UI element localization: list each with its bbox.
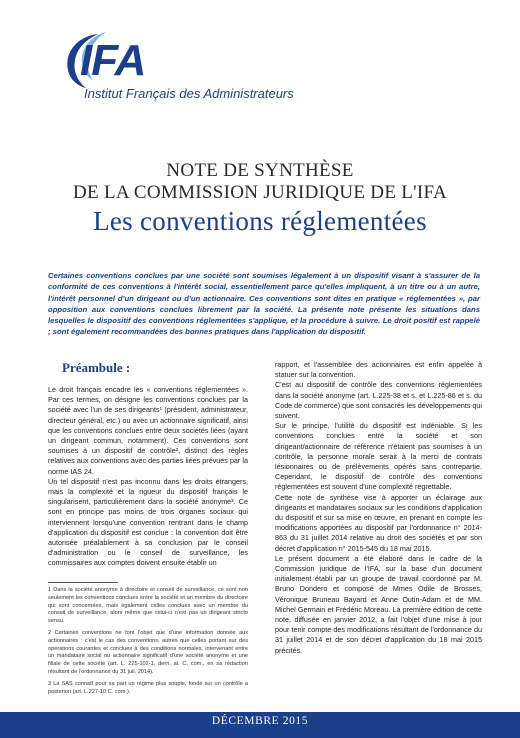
body-paragraph: Cette note de synthèse vise à apporter un éclairage aux dirigeants et mandataires sociaux sur les conditions d'application du dispositif et sur sa mise en œuvre, en prenant en compte les modifications apportées au dispositif par l'ordonnance n° 2014-863 du 31 juillet 2014 relative au droit des sociétés et par son décret d'application n° 2015-545 du 18 mai 2015. bbox=[275, 492, 482, 553]
title-line-2: DE LA COMMISSION JURIDIQUE DE L'IFA bbox=[72, 182, 448, 203]
preamble-paragraph: Le droit français encadre les « conventions réglementées ». Par ces termes, on désigne les conventions conclues par la société avec l'un de ses dirigeants¹ (président, administrateur, directeur général, etc.) ou avec un actionnaire significatif, ainsi que les conventions conclues entre deux sociétés liées (ayant un dirigeant commun, notamment). Ces conventions sont soumises à un dispositif de contrôle², distinct des règles relatives aux conventions avec des parties liées prévues par la norme IAS 24. bbox=[48, 385, 248, 476]
body-paragraph: C'est au dispositif de contrôle des conventions réglementées dans la société anonyme (art. L.225-38 et s. et L.225-86 et s. du Code de commerce) que sont consacrés les développements qui suivent. bbox=[275, 380, 482, 421]
footnote: 3 La SAS connaît pour sa part un régime plus souple, fondé sur un contrôle a posteriori (art. L.227-10 C. com.). bbox=[48, 680, 248, 695]
title-line-1: NOTE DE SYNTHÈSE bbox=[166, 160, 354, 181]
organization-name: Institut Français des Administrateurs bbox=[84, 86, 294, 101]
left-column bbox=[48, 385, 248, 569]
preamble-heading: Préambule : bbox=[62, 360, 131, 375]
ifa-logo bbox=[60, 30, 294, 105]
footer-date: DÉCEMBRE 2015 bbox=[211, 715, 309, 727]
footnote: 1 Dans la société anonyme à directoire et conseil de surveillance, ce sont non seulement les conventions conclues entre la société et un membre du directoire qui sont concernées, mais également celles conclues avec un membre du conseil de surveillance, alors même que celui-ci n'est pas un dirigeant stricto sensu. bbox=[48, 587, 248, 625]
body-paragraph: Sur le principe, l'utilité du dispositif est indéniable. Si les conventions conclues entre la société et son dirigeant/actionnaire de référence n'étaient pas soumises à un contrôle, la personne morale serait à la merci de contrats lésionnaires ou de prélèvements opérés sans contrepartie. Cependant, le dispositif de contrôle des conventions réglementées est souvent d'une complexité regrettable. bbox=[275, 421, 482, 492]
body-paragraph: rapport, et l'assemblée des actionnaires est enfin appelée à statuer sur la convention. bbox=[275, 360, 482, 380]
logo-wordmark: IFA bbox=[80, 36, 146, 85]
intro-abstract: Certaines conventions conclues par une société sont soumises légalement à un dispositif visant à s'assurer de la conformité de ces conventions à l'intérêt social, essentiellement parce qu'elles impliquent, à un titre ou à un autre, l'intérêt personnel d'un dirigeant ou d'un actionnaire. Ces conventions sont dites en pratique « réglementées », par opposition aux conventions conclues librement par la société. La présente note présente les situations dans lesquelles le dispositif des conventions réglementées s'applique, et la procédure à suivre. Le droit positif est rappelé ; sont également recommandées des bonnes pratiques dans l'application du dispositif. bbox=[48, 271, 480, 337]
footnote-divider bbox=[48, 582, 118, 583]
title-block bbox=[0, 160, 520, 237]
right-column bbox=[275, 360, 482, 656]
preamble-paragraph: Un tel dispositif n'est pas inconnu dans les droits étrangers, mais la complexité et la rigueur du dispositif français le singularisent, particulièrement dans la société anonyme³. Ce sont en principe pas moins de trois organes sociaux qui interviennent lorsqu'une convention rentrant dans le champ d'application du dispositif est conclue : la convention doit être autorisée préalablement à sa conclusion par le conseil d'administration ou le conseil de surveillance, les commissaires aux comptes doivent ensuite établir un bbox=[48, 476, 248, 568]
footnotes bbox=[48, 587, 248, 700]
footnote: 2 Certaines conventions ne font l'objet que d'une information donnée aux actionnaires : c'est le cas des conventions, autres que celles portant sur des opérations courantes et conclues à des conditions normales, intervenant entre un mandataire social ou actionnaire significatif d'une société anonyme et une filiale de cette société (art. L. 225-102-1, dern. al. C. com., en sa rédaction résultant de l'ordonnance du 31 juil. 2014). bbox=[48, 629, 248, 675]
body-paragraph: Le présent document a été élaboré dans le cadre de la Commission juridique de l'IFA, sur la base d'un document initialement établi par un groupe de travail coordonné par M. Bruno Dondero et composé de Mmes Odile de Brosses, Véronique Bruneau Bayard et Anne Outin-Adam et de MM. Michel Germain et Frédéric Moreau. La première édition de cette note, diffusée en janvier 2012, a fait l'objet d'une mise à jour pour tenir compte des modifications résultant de l'ordonnance du 31 juillet 2014 et de son décret d'application du 18 mai 2015 précités. bbox=[275, 553, 482, 655]
document-title: Les conventions réglementées bbox=[93, 206, 427, 236]
